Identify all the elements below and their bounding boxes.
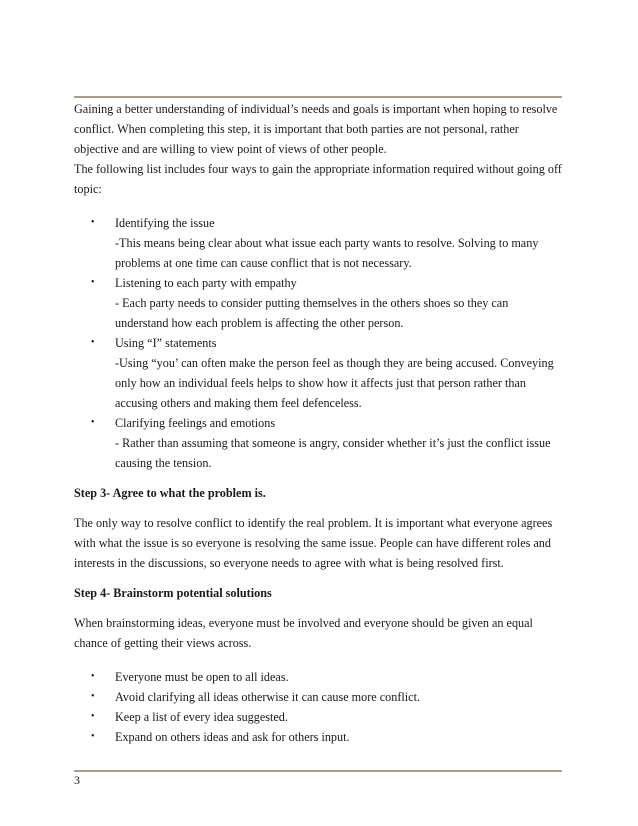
list-item — [74, 667, 564, 687]
list-item-description: - Rather than assuming that someone is angry, consider whether it’s just the conflict issue causing the tension. — [115, 436, 551, 470]
list-item-description: -This means being clear about what issue each party wants to resolve. Solving to many problems at one time can cause conflict that is not necessary. — [115, 236, 539, 270]
bullet-icon: • — [91, 217, 95, 228]
list-item-title: Listening to each party with empathy — [115, 276, 297, 290]
intro-paragraph-2: The following list includes four ways to gain the appropriate information required without going off topic: — [74, 162, 562, 196]
bullet-icon: • — [91, 731, 95, 742]
intro-paragraph-1: Gaining a better understanding of individual’s needs and goals is important when hoping to resolve conflict. When completing this step, it is important that both parties are not personal, rather objective and are willing to view point of views of other people. — [74, 102, 558, 156]
list-item — [74, 727, 564, 747]
list-item-description: -Using “you’ can often make the person feel as though they are being accused. Conveying only how an individual feels helps to show how it affects just that person rather than accusing others and making them feel defenceless. — [115, 356, 554, 410]
ways-list — [74, 213, 564, 473]
list-item-title: Using “I” statements — [115, 336, 217, 350]
list-item-text: Expand on others ideas and ask for others input. — [115, 730, 350, 744]
bullet-icon: • — [91, 337, 95, 348]
list-item-description: - Each party needs to consider putting themselves in the others shoes so they can understand how each problem is affecting the other person. — [115, 296, 509, 330]
list-item-title: Clarifying feelings and emotions — [115, 416, 276, 430]
document-page — [74, 99, 564, 747]
step3-paragraph: The only way to resolve conflict to identify the real problem. It is important what everyone agrees with what the issue is so everyone is resolving the same issue. People can have different roles and interests in the discussions, so everyone needs to agree with what is being resolved first. — [74, 516, 553, 570]
header-rule — [74, 96, 562, 98]
step3-heading: Step 3- Agree to what the problem is. — [74, 486, 266, 500]
step4-heading: Step 4- Brainstorm potential solutions — [74, 586, 272, 600]
list-item — [74, 333, 564, 413]
footer-rule — [74, 770, 562, 772]
bullet-icon: • — [91, 417, 95, 428]
list-item — [74, 273, 564, 333]
list-item-title: Identifying the issue — [115, 216, 215, 230]
list-item-text: Keep a list of every idea suggested. — [115, 710, 288, 724]
list-item — [74, 213, 564, 273]
bullet-icon: • — [91, 691, 95, 702]
page-number: 3 — [74, 773, 80, 787]
bullet-icon: • — [91, 711, 95, 722]
bullet-icon: • — [91, 277, 95, 288]
list-item-text: Everyone must be open to all ideas. — [115, 670, 289, 684]
list-item — [74, 707, 564, 727]
list-item — [74, 687, 564, 707]
bullet-icon: • — [91, 671, 95, 682]
list-item — [74, 413, 564, 473]
step4-paragraph: When brainstorming ideas, everyone must be involved and everyone should be given an equal chance of getting their views across. — [74, 616, 533, 650]
ideas-list — [74, 667, 564, 747]
list-item-text: Avoid clarifying all ideas otherwise it can cause more conflict. — [115, 690, 421, 704]
